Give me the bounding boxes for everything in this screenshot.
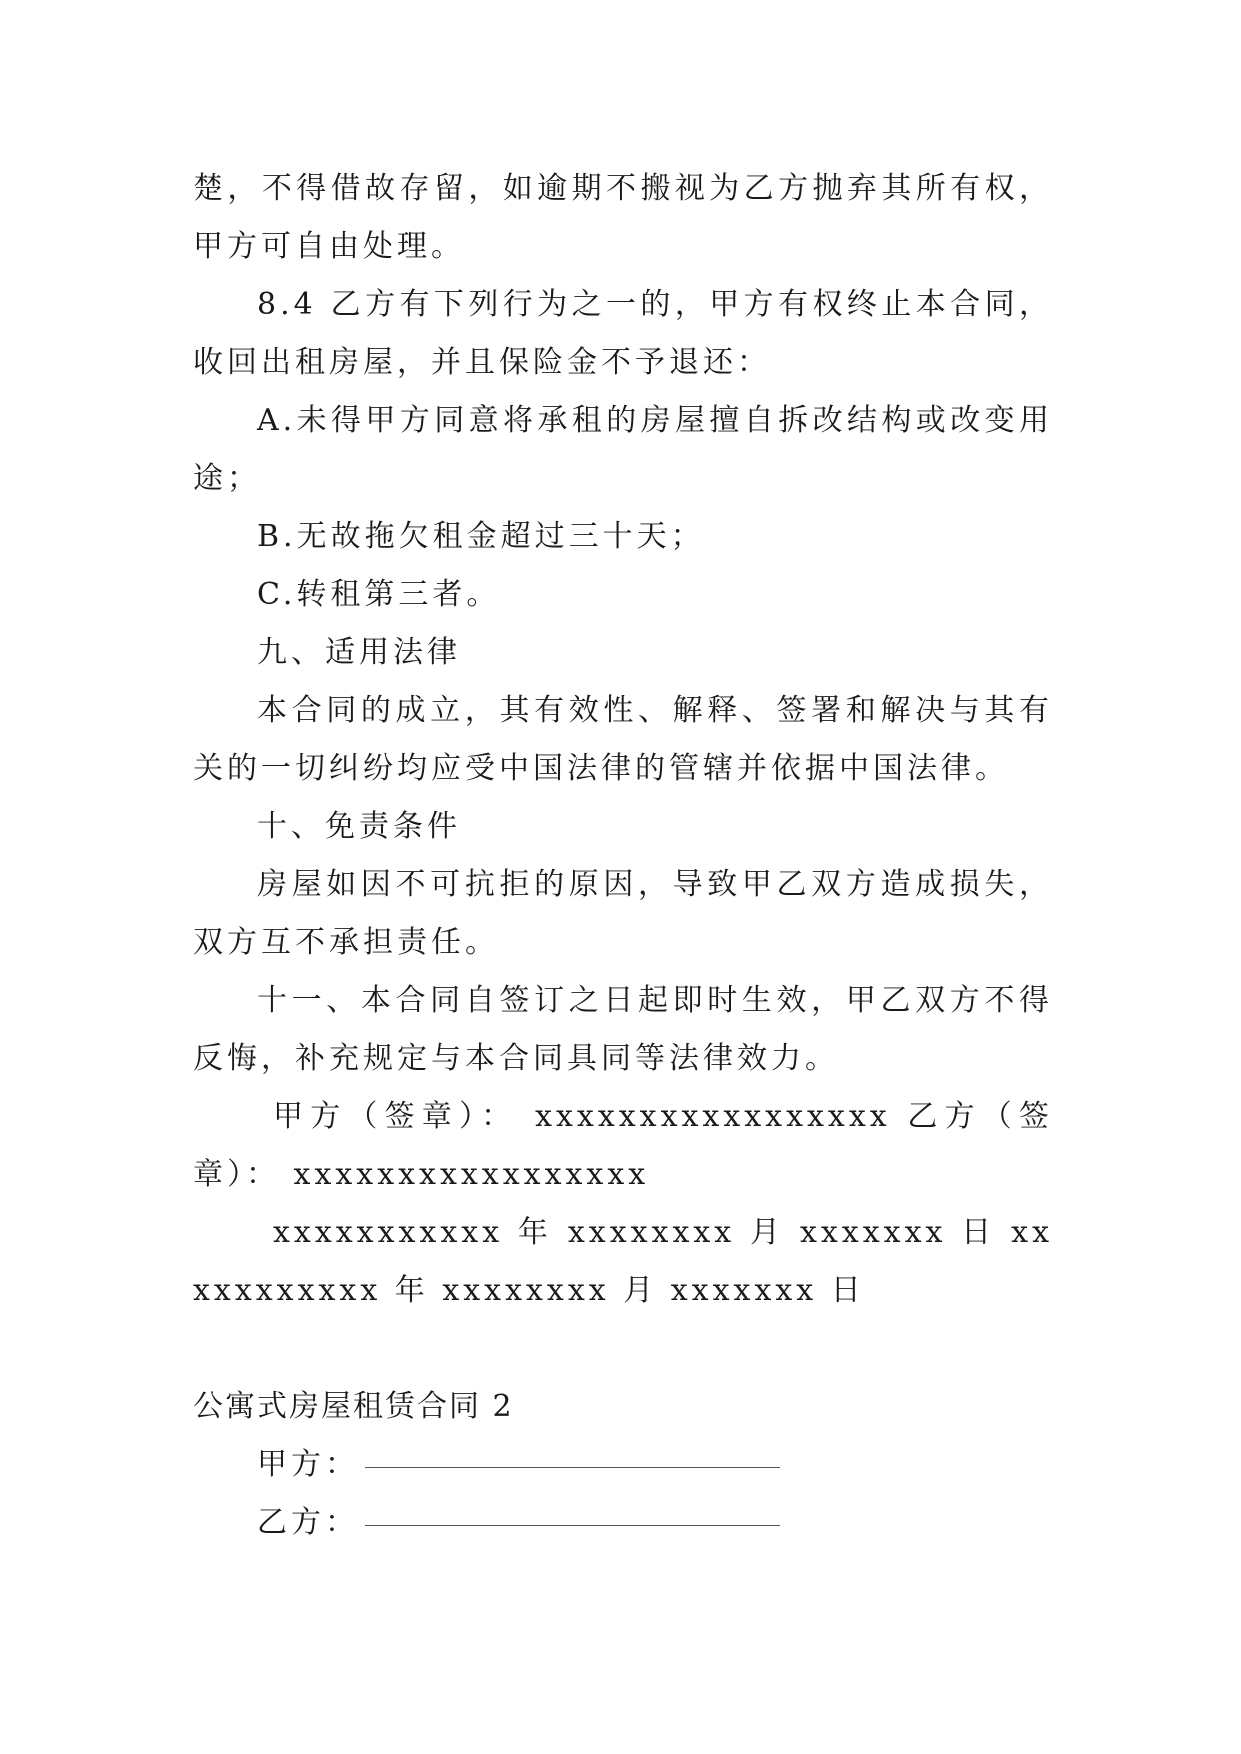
party-a-label: 甲方： (257, 1447, 359, 1482)
section-heading-exemption: 十、免责条件 (257, 809, 461, 844)
paragraph-effective-clause: 十一、本合同自签订之日起即时生效，甲乙双方不得反悔，补充规定与本合同具同等法律效力。 (193, 983, 1053, 1076)
party-b-line (193, 1494, 1053, 1552)
party-a-line (193, 1436, 1053, 1494)
document-body (193, 160, 1053, 1552)
section-heading-applicable-law: 九、适用法律 (257, 635, 461, 670)
second-contract-title: 公寓式房屋租赁合同 2 (193, 1389, 514, 1424)
paragraph-clause-8-3-continued: 楚，不得借故存留，如逾期不搬视为乙方抛弃其所有权，甲方可自由处理。 (193, 171, 1053, 264)
party-b-label: 乙方： (257, 1505, 359, 1540)
paragraph-applicable-law: 本合同的成立，其有效性、解释、签署和解决与其有关的一切纠纷均应受中国法律的管辖并依据中国法律。 (193, 693, 1053, 786)
date-line: xxxxxxxxxxx 年 xxxxxxxx 月 xxxxxxx 日 xxxxxxxxxxx 年 xxxxxxxx 月 xxxxxxx 日 (193, 1215, 1053, 1308)
paragraph-item-b: B.无故拖欠租金超过三十天； (257, 519, 705, 554)
paragraph-exemption: 房屋如因不可抗拒的原因，导致甲乙双方造成损失，双方互不承担责任。 (193, 867, 1053, 960)
paragraph-item-c: C.转租第三者。 (257, 577, 501, 612)
party-b-blank (365, 1524, 780, 1526)
paragraph-item-a: A.未得甲方同意将承租的房屋擅自拆改结构或改变用途； (193, 403, 1053, 496)
paragraph-clause-8-4: 8.4 乙方有下列行为之一的，甲方有权终止本合同，收回出租房屋，并且保险金不予退还： (193, 287, 1053, 380)
party-a-blank (365, 1466, 780, 1468)
signature-line: 甲方（签章）： xxxxxxxxxxxxxxxxx 乙方（签章）： xxxxxxxxxxxxxxxxx (193, 1099, 1053, 1192)
